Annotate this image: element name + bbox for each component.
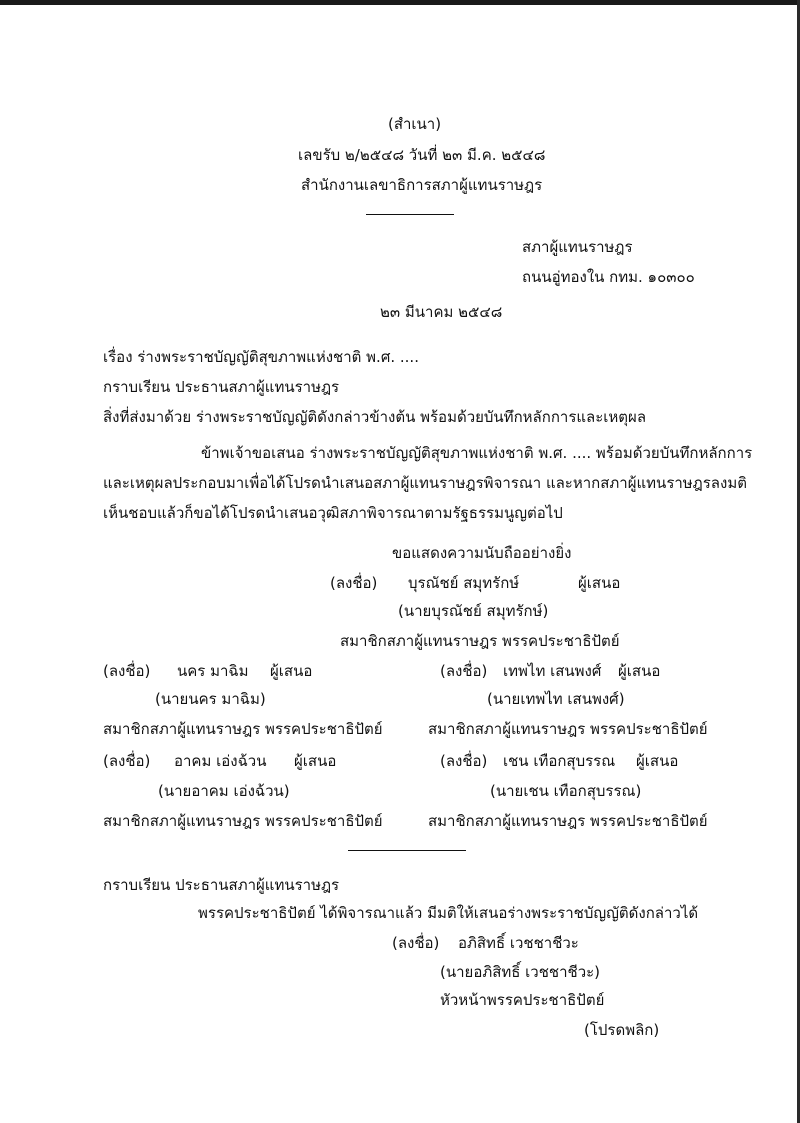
signer-signature: อาคม เอ่งฉ้วน bbox=[174, 752, 267, 770]
sign-label: (ลงชื่อ) bbox=[392, 934, 440, 952]
endorsement-text: พรรคประชาธิปัตย์ ได้พิจารณาแล้ว มีมติให้เสนอร่างพระราชบัญญัติดังกล่าวได้ bbox=[198, 904, 699, 922]
receiving-office: สำนักงานเลขาธิการสภาผู้แทนราษฎร bbox=[301, 176, 543, 194]
letter-salutation: กราบเรียน ประธานสภาผู้แทนราษฎร bbox=[103, 378, 340, 396]
signer-role: ผู้เสนอ bbox=[636, 752, 679, 770]
sign-label: (ลงชื่อ) bbox=[330, 574, 378, 592]
signer-signature: เชน เทือกสุบรรณ bbox=[503, 752, 616, 770]
letter-enclosure: สิ่งที่ส่งมาด้วย ร่างพระราชบัญญัติดังกล่าวข้างต้น พร้อมด้วยบันทึกหลักการและเหตุผล bbox=[103, 408, 647, 426]
signer-printed-name: (นายนคร มาฉิม) bbox=[155, 690, 266, 708]
signer-printed-name: (นายเชน เทือกสุบรรณ) bbox=[490, 782, 642, 800]
signer-role: ผู้เสนอ bbox=[270, 662, 313, 680]
signer-position: สมาชิกสภาผู้แทนราษฎร พรรคประชาธิปัตย์ bbox=[340, 632, 620, 650]
signer-signature: นคร มาฉิม bbox=[177, 662, 249, 680]
signer-printed-name: (นายเทพไท เสนพงศ์) bbox=[487, 690, 625, 708]
signer-signature: เทพไท เสนพงศ์ bbox=[503, 662, 602, 680]
endorsement-separator bbox=[348, 850, 466, 851]
sign-label: (ลงชื่อ) bbox=[440, 662, 488, 680]
signer-role: ผู้เสนอ bbox=[578, 574, 621, 592]
signer-printed-name: (นายอาคม เอ่งฉ้วน) bbox=[158, 782, 290, 800]
party-leader-title: หัวหน้าพรรคประชาธิปัตย์ bbox=[440, 991, 605, 1009]
sender-address-line2: ถนนอู่ทองใน กทม. ๑๐๓๐๐ bbox=[522, 268, 695, 286]
signer-position: สมาชิกสภาผู้แทนราษฎร พรรคประชาธิปัตย์ bbox=[103, 812, 383, 830]
copy-mark: (สำเนา) bbox=[388, 115, 442, 133]
page-turn-note: (โปรดพลิก) bbox=[584, 1021, 660, 1039]
sign-label: (ลงชื่อ) bbox=[103, 752, 151, 770]
signer-position: สมาชิกสภาผู้แทนราษฎร พรรคประชาธิปัตย์ bbox=[103, 720, 383, 738]
sign-label: (ลงชื่อ) bbox=[440, 752, 488, 770]
endorsement-salutation: กราบเรียน ประธานสภาผู้แทนราษฎร bbox=[103, 876, 340, 894]
signer-signature: บุรณัชย์ สมุทรักษ์ bbox=[408, 574, 520, 592]
sign-label: (ลงชื่อ) bbox=[103, 662, 151, 680]
body-line-3: เห็นชอบแล้วก็ขอได้โปรดนำเสนอวุฒิสภาพิจารณาตามรัฐธรรมนูญต่อไป bbox=[103, 504, 563, 522]
party-leader-printed-name: (นายอภิสิทธิ์ เวชชาชีวะ) bbox=[440, 963, 601, 981]
complimentary-closing: ขอแสดงความนับถืออย่างยิ่ง bbox=[392, 544, 572, 562]
signer-printed-name: (นายบุรณัชย์ สมุทรักษ์) bbox=[398, 602, 549, 620]
party-leader-signature: อภิสิทธิ์ เวชชาชีวะ bbox=[458, 934, 579, 952]
body-line-2: และเหตุผลประกอบมาเพื่อได้โปรดนำเสนอสภาผู้แทนราษฎรพิจารณา และหากสภาผู้แทนราษฎรลงมติ bbox=[103, 474, 747, 492]
signer-position: สมาชิกสภาผู้แทนราษฎร พรรคประชาธิปัตย์ bbox=[428, 812, 708, 830]
letter-subject: เรื่อง ร่างพระราชบัญญัติสุขภาพแห่งชาติ พ.ศ. .... bbox=[103, 348, 419, 366]
received-number: เลขรับ ๒/๒๕๔๘ วันที่ ๒๓ มี.ค. ๒๕๔๘ bbox=[298, 146, 546, 164]
header-separator bbox=[366, 214, 454, 215]
body-line-1: ข้าพเจ้าขอเสนอ ร่างพระราชบัญญัติสุขภาพแห่งชาติ พ.ศ. .... พร้อมด้วยบันทึกหลักการ bbox=[201, 444, 753, 462]
signer-position: สมาชิกสภาผู้แทนราษฎร พรรคประชาธิปัตย์ bbox=[428, 720, 708, 738]
scan-top-edge bbox=[0, 0, 800, 5]
signer-role: ผู้เสนอ bbox=[618, 662, 661, 680]
signer-role: ผู้เสนอ bbox=[294, 752, 337, 770]
letter-date: ๒๓ มีนาคม ๒๕๔๘ bbox=[380, 303, 503, 321]
sender-address-line1: สภาผู้แทนราษฎร bbox=[522, 238, 633, 256]
